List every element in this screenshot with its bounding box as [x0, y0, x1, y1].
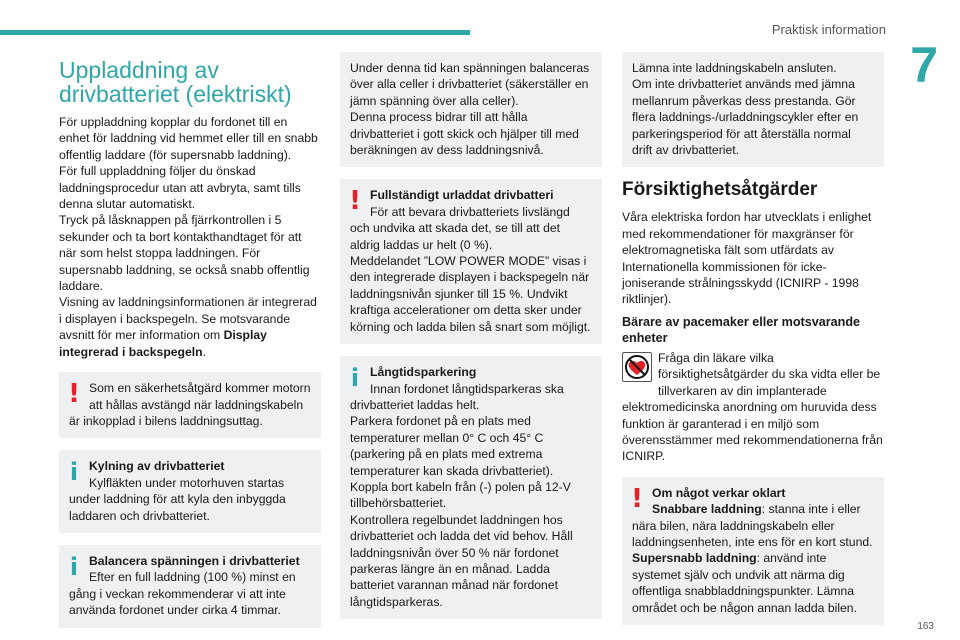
info-title: Balancera spänningen i drivbatteriet: [89, 553, 300, 568]
info-icon: i: [350, 364, 360, 393]
exclamation-icon: !: [349, 186, 361, 217]
warning-text-fast: Snabbare laddning: stanna inte i eller nära bilen, nära laddningskabeln eller laddningsenheten, inte ens för en kort stund.: [632, 502, 873, 549]
info-box-continued: [340, 52, 602, 167]
info-icon: i: [69, 458, 79, 487]
section-title: Praktisk information: [771, 22, 886, 37]
warning-box-discharge: [340, 179, 602, 344]
box-text: Om inte drivbatteriet används med jämna mellanrum påverkas dess prestanda. Gör flera laddnings-/urladdningscykler efter en parkeringsperiod för att återställa normal drift av drivbatteriet.: [632, 77, 859, 158]
info-box-long-parking: [340, 356, 602, 619]
warning-text-superfast: Supersnabb laddning: använd inte systemet själv och undvik att närma dig offentliga snabbladdningspunkter. Lämna området och be någon annan ladda bilen.: [632, 551, 857, 615]
column-1: [59, 52, 321, 628]
box-text: Denna process bidrar till att hålla drivbatteriet i gott skick och hjälper till med beräkningen av dess laddningsnivå.: [350, 110, 579, 158]
exclamation-icon: !: [631, 483, 643, 514]
info-icon: i: [69, 552, 79, 581]
warning-text: För att bevara drivbatteriets livslängd och undvika att skada det, se till att det aldrig laddas ur helt (0 %).: [350, 204, 570, 252]
header-accent-bar: [0, 30, 470, 35]
column-2: [340, 52, 602, 619]
precautions-heading: Försiktighetsåtgärder: [622, 179, 818, 201]
box-text: Lämna inte laddningskabeln ansluten.: [632, 61, 837, 75]
info-text: Kylfläkten under motorhuven startas under laddning för att kyla den inbyggda laddaren och drivbatteriet.: [69, 475, 286, 523]
info-box-cooling: [59, 450, 321, 533]
column-3: [622, 52, 884, 625]
info-text: Koppla bort kabeln från (-) polen på 12-V tillbehörsbatteriet.: [350, 479, 571, 511]
info-box-balance: [59, 545, 321, 628]
info-text: Innan fordonet långtidsparkeras ska drivbatteriet laddas helt.: [350, 381, 564, 412]
info-text: Efter en full laddning (100 %) minst en gång i veckan rekommenderar vi att inte använda fordonet under cirka 4 timmar.: [69, 570, 296, 618]
warning-box-unclear: [622, 477, 884, 625]
info-title: Långtidsparkering: [370, 365, 477, 380]
box-text: Under denna tid kan spänningen balanceras över alla celler i drivbatteriet (säkerställer en jämn spänning över alla celler).: [350, 61, 590, 108]
warning-text: Som en säkerhetsåtgärd kommer motorn att hållas avstängd när laddningskabeln är inkopplad i bilens laddningsuttag.: [69, 381, 311, 428]
full-charge-text: För full uppladdning följer du önskad laddningsprocedur utan att avbryta, samt tills denna slutar automatiskt.: [59, 164, 301, 212]
page-heading: Uppladdning av drivbatteriet (elektriskt): [59, 57, 292, 107]
stop-charging-text: Tryck på låsknappen på fjärrkontrollen i 5 sekunder och ta bort kontakthandtaget för att när som helst stoppa laddningen. För supersnabb laddning, se också snabb offentlig laddare.: [59, 213, 310, 294]
display-info-text: Visning av laddningsinformationen är integrerad i displayen i backspegeln. Se motsvarande avsnitt för mer information om Display integrerad i backspegeln.: [59, 295, 317, 359]
intro-text: För uppladdning kopplar du fordonet till en enhet för laddning vid hemmet eller till en snabb offentlig laddare (för supersnabb laddning).: [59, 115, 318, 162]
warning-title: Fullständigt urladdat drivbatteri: [370, 188, 554, 203]
warning-box-engine: [59, 372, 321, 438]
info-box-cable: [622, 52, 884, 167]
chapter-number: 7: [910, 37, 938, 93]
pacemaker-text: Fråga din läkare vilka försiktighetsåtgärder du ska vidta eller be tillverkaren av din implanterade elektromedicinska anordning om huruvida dess funktion är garanterad i en miljö som överensstämmer med rekommendationerna från ICNIRP.: [622, 350, 883, 464]
info-title: Kylning av drivbatteriet: [89, 459, 225, 474]
exclamation-icon: !: [68, 379, 80, 410]
info-text: Parkera fordonet på en plats med temperaturer mellan 0° C och 45° C (parkering på en plats med extrema temperaturer kan skada drivbatteriet).: [350, 414, 554, 478]
pacemaker-heading: Bärare av pacemaker eller motsvarande enheter: [622, 314, 861, 345]
warning-title: Om något verkar oklart: [652, 485, 786, 500]
pacemaker-prohibited-icon: [622, 352, 652, 382]
display-reference: Display integrerad i backspegeln: [59, 328, 267, 359]
warning-text: Meddelandet ”LOW POWER MODE” visas i den integrerade displayen i backspegeln när laddningsnivån sjunker till 15 %. Undvikt kraftiga accelerationer om detta sker under körning och ladda bilen så snart som möjligt.: [350, 254, 591, 334]
precautions-intro: Våra elektriska fordon har utvecklats i enlighet med rekommendationer för maxgränser för elektromagnetiska fält som utfärdats av Internationella kommissionen för icke-joniserande strålningsskydd (ICNIRP - 1998 riktlinjer).: [622, 210, 872, 307]
pacemaker-section: [622, 350, 884, 465]
info-text: Kontrollera regelbundet laddningen hos drivbatteriet och ladda det vid behov. Håll laddningsnivån över 50 % när fordonet parkeras längre än en månad. Ladda batteriet varannan månad när fordonet långtidsparkeras.: [350, 512, 573, 609]
page-number: 163: [917, 621, 934, 632]
